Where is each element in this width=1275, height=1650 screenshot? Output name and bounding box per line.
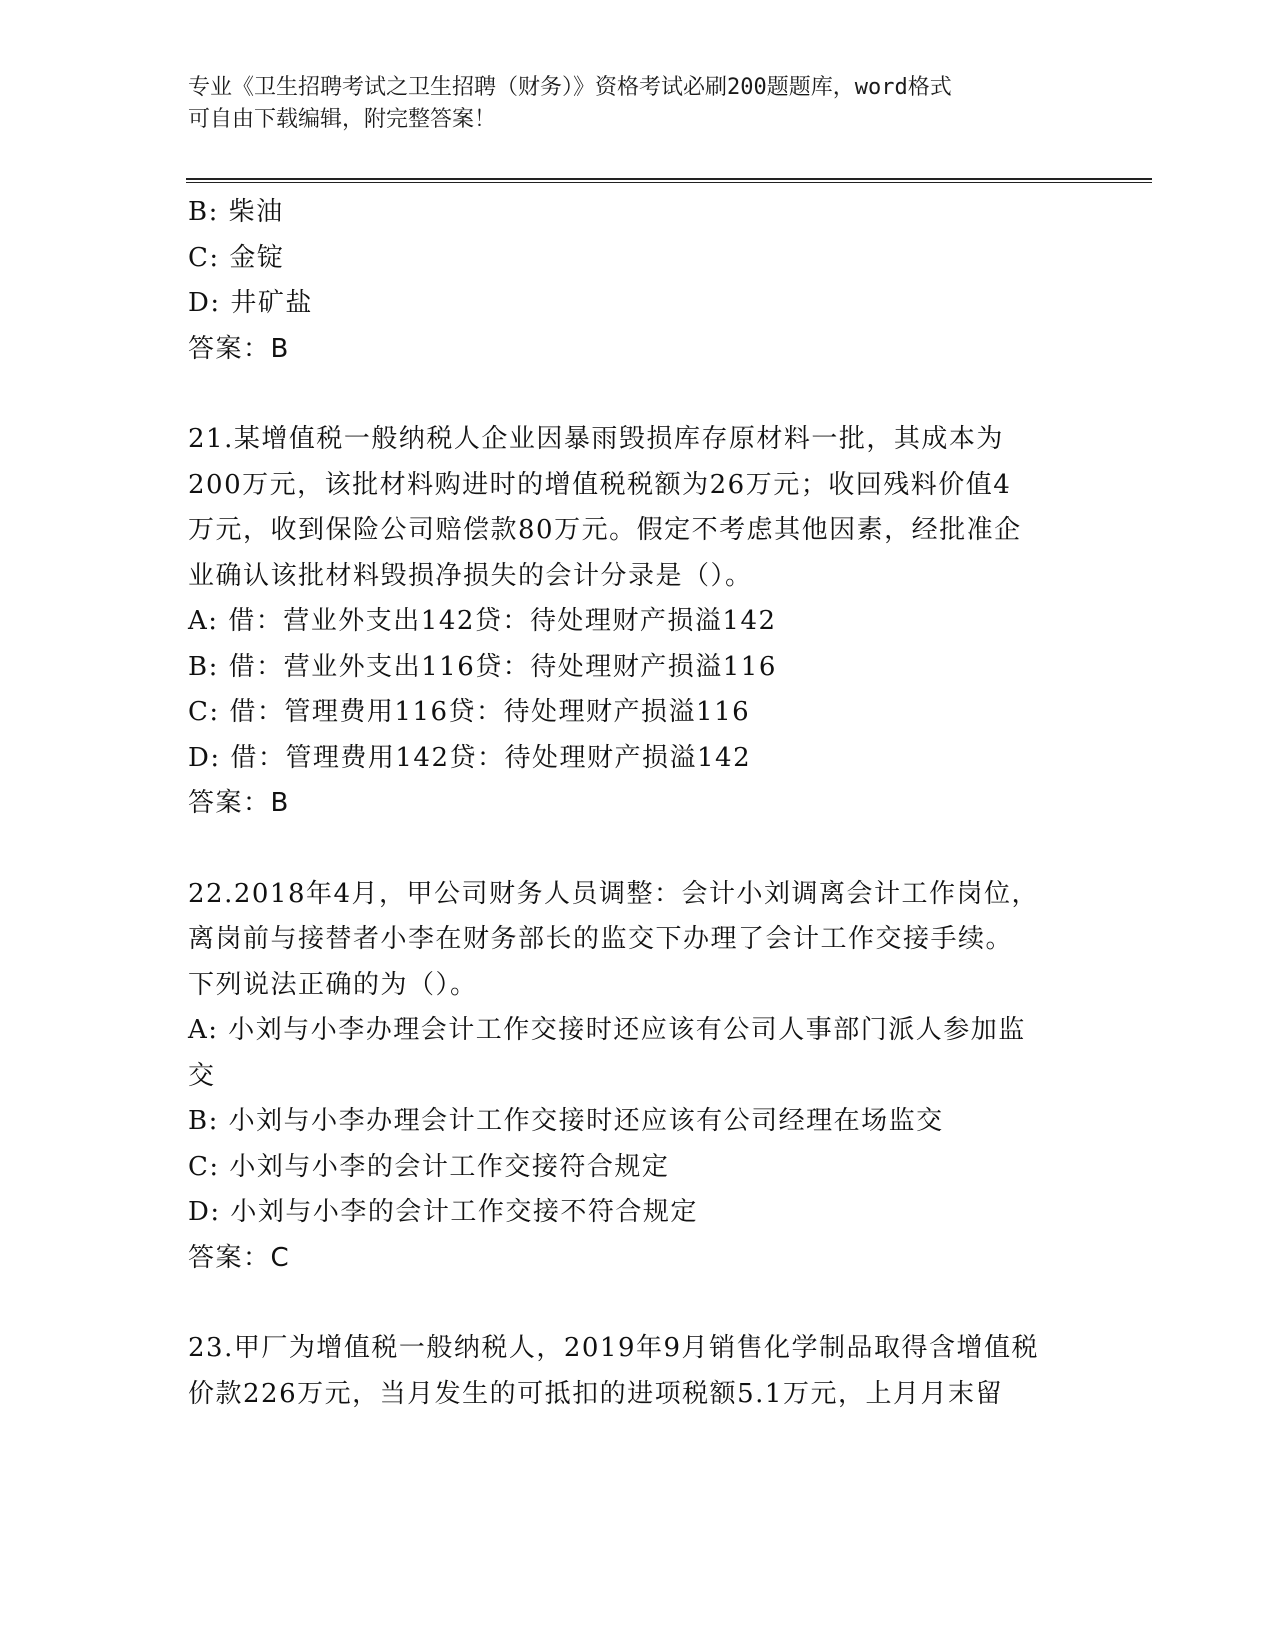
option-d: D: 借：管理费用142贷：待处理财产损溢142 bbox=[188, 742, 752, 773]
header-divider bbox=[186, 178, 1152, 183]
question-22-line: 离岗前与接替者小李在财务部长的监交下办理了会计工作交接手续。 bbox=[188, 924, 1014, 954]
option-c: C: 金锭 bbox=[188, 242, 285, 273]
option-b: B: 小刘与小李办理会计工作交接时还应该有公司经理在场监交 bbox=[188, 1106, 944, 1136]
answer: 答案：C bbox=[188, 1242, 291, 1273]
option-c: C: 小刘与小李的会计工作交接符合规定 bbox=[188, 1151, 670, 1182]
question-content bbox=[188, 190, 1088, 1417]
question-21-line: 业确认该批材料毁损净损失的会计分录是（）。 bbox=[188, 560, 753, 591]
option-a: A: 小刘与小李办理会计工作交接时还应该有公司人事部门派人参加监 bbox=[188, 1015, 1026, 1045]
option-c: C: 借：管理费用116贷：待处理财产损溢116 bbox=[188, 697, 751, 727]
option-b: B: 柴油 bbox=[188, 197, 284, 227]
question-23-line: 23.甲厂为增值税一般纳税人，2019年9月销售化学制品取得含增值税 bbox=[188, 1333, 1040, 1363]
header-title-line-1: 专业《卫生招聘考试之卫生招聘（财务）》资格考试必刷200题题库，word格式 bbox=[188, 75, 952, 100]
option-a-continued: 交 bbox=[188, 1060, 216, 1091]
header-title-line-2: 可自由下载编辑，附完整答案！ bbox=[188, 107, 497, 132]
answer: 答案：B bbox=[188, 333, 290, 364]
option-b: B: 借：营业外支出116贷：待处理财产损溢116 bbox=[188, 651, 777, 682]
document-header bbox=[188, 72, 1088, 136]
block-gap bbox=[188, 1281, 1088, 1326]
option-d: D: 井矿盐 bbox=[188, 288, 313, 318]
option-a: A: 借：营业外支出142贷：待处理财产损溢142 bbox=[188, 606, 777, 636]
answer: 答案：B bbox=[188, 788, 290, 818]
question-23-line: 价款226万元，当月发生的可抵扣的进项税额5.1万元，上月月末留 bbox=[188, 1378, 1003, 1409]
block-gap bbox=[188, 372, 1088, 417]
block-gap bbox=[188, 827, 1088, 872]
option-d: D: 小刘与小李的会计工作交接不符合规定 bbox=[188, 1197, 698, 1227]
question-22-line: 22.2018年4月，甲公司财务人员调整：会计小刘调离会计工作岗位， bbox=[188, 878, 1040, 909]
question-21-line: 21.某增值税一般纳税人企业因暴雨毁损库存原材料一批，其成本为 bbox=[188, 424, 1004, 454]
question-22-line: 下列说法正确的为（）。 bbox=[188, 969, 478, 1000]
question-21-line: 万元，收到保险公司赔偿款80万元。假定不考虑其他因素，经批准企 bbox=[188, 515, 1022, 545]
question-21-line: 200万元，该批材料购进时的增值税税额为26万元；收回残料价值4 bbox=[188, 469, 1012, 500]
